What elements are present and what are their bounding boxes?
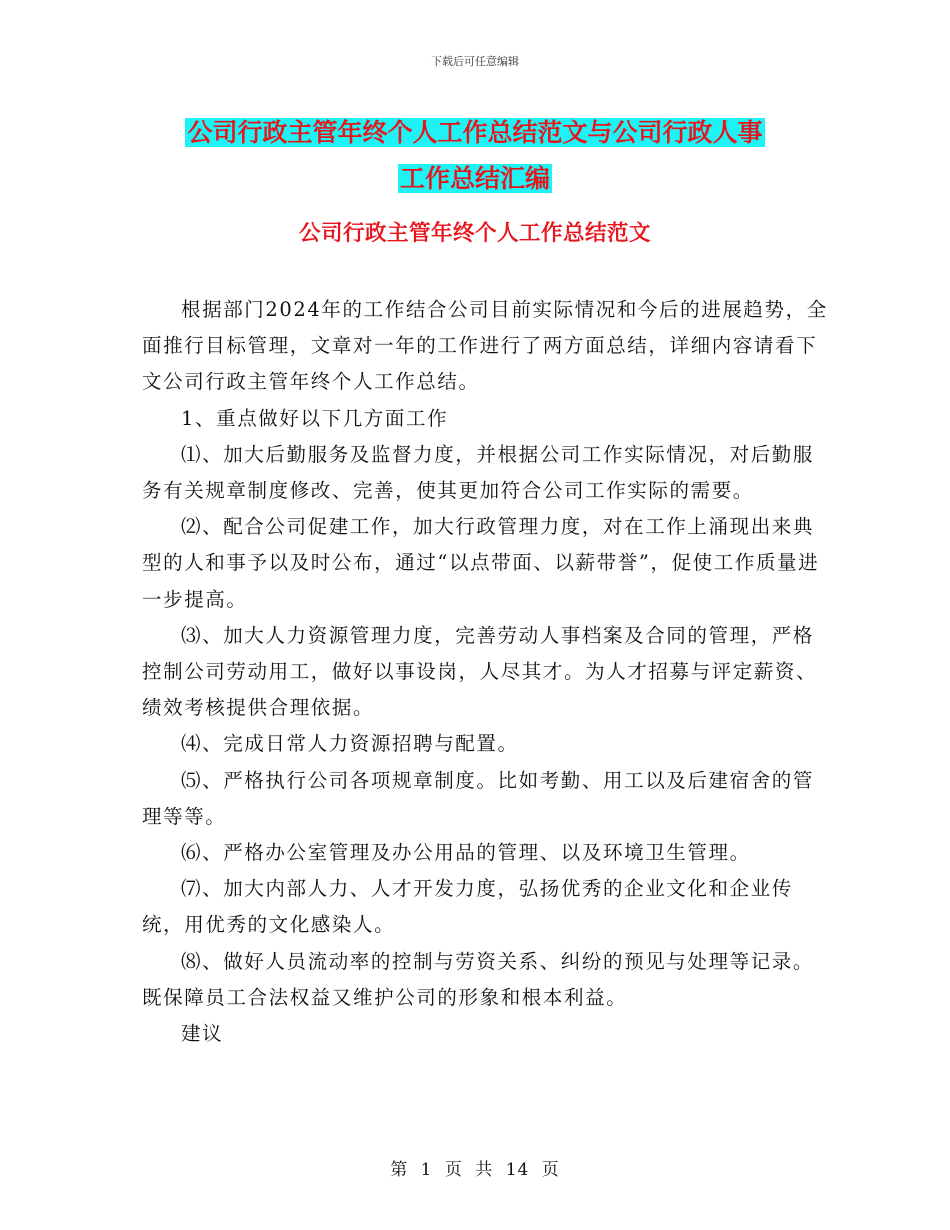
- paragraph-intro: 根据部门2024年的工作结合公司目前实际情况和今后的进展趋势，全面推行目标管理，文章对一年的工作进行了两方面总结，详细内容请看下文公司行政主管年终个人工作总结。: [142, 298, 828, 394]
- paragraph-item-4: ⑷、完成日常人力资源招聘与配置。: [181, 732, 519, 756]
- paragraph-suggestion: 建议: [181, 1022, 224, 1046]
- paragraph-item-5: ⑸、严格执行公司各项规章制度。比如考勤、用工以及后建宿舍的管理等等。: [142, 768, 815, 828]
- paragraph-heading-1: 1、重点做好以下几方面工作: [181, 406, 449, 430]
- body-text: [142, 292, 832, 1052]
- document-title: [0, 110, 950, 202]
- paragraph-item-3: ⑶、加大人力资源管理力度，完善劳动人事档案及合同的管理，严格控制公司劳动用工，做好以事设岗，人尽其才。为人才招募与评定薪资、绩效考核提供合理依据。: [142, 623, 818, 720]
- document-title-line-1: 公司行政主管年终个人工作总结范文与公司行政人事: [187, 118, 763, 147]
- paragraph-item-6: ⑹、严格办公室管理及办公用品的管理、以及环境卫生管理。: [181, 841, 751, 865]
- paragraph-item-7: ⑺、加大内部人力、人才开发力度，弘扬优秀的企业文化和企业传统，用优秀的文化感染人。: [142, 877, 793, 937]
- header-note: 下载后可任意编辑: [431, 55, 519, 68]
- section-title: 公司行政主管年终个人工作总结范文: [298, 221, 651, 246]
- document-title-line-2: 工作总结汇编: [399, 164, 550, 193]
- page-footer: 第 1 页 共 14 页: [390, 1160, 560, 1180]
- paragraph-item-1: ⑴、加大后勤服务及监督力度，并根据公司工作实际情况，对后勤服务有关规章制度修改、完善，使其更加符合公司工作实际的需要。: [142, 442, 815, 503]
- paragraph-item-2: ⑵、配合公司促建工作，加大行政管理力度，对在工作上涌现出来典型的人和事予以及时公布，通过“以点带面、以薪带誉”，促使工作质量进一步提高。: [142, 515, 820, 611]
- paragraph-item-8: ⑻、做好人员流动率的控制与劳资关系、纠纷的预见与处理等记录。既保障员工合法权益又维护公司的形象和根本利益。: [142, 949, 815, 1009]
